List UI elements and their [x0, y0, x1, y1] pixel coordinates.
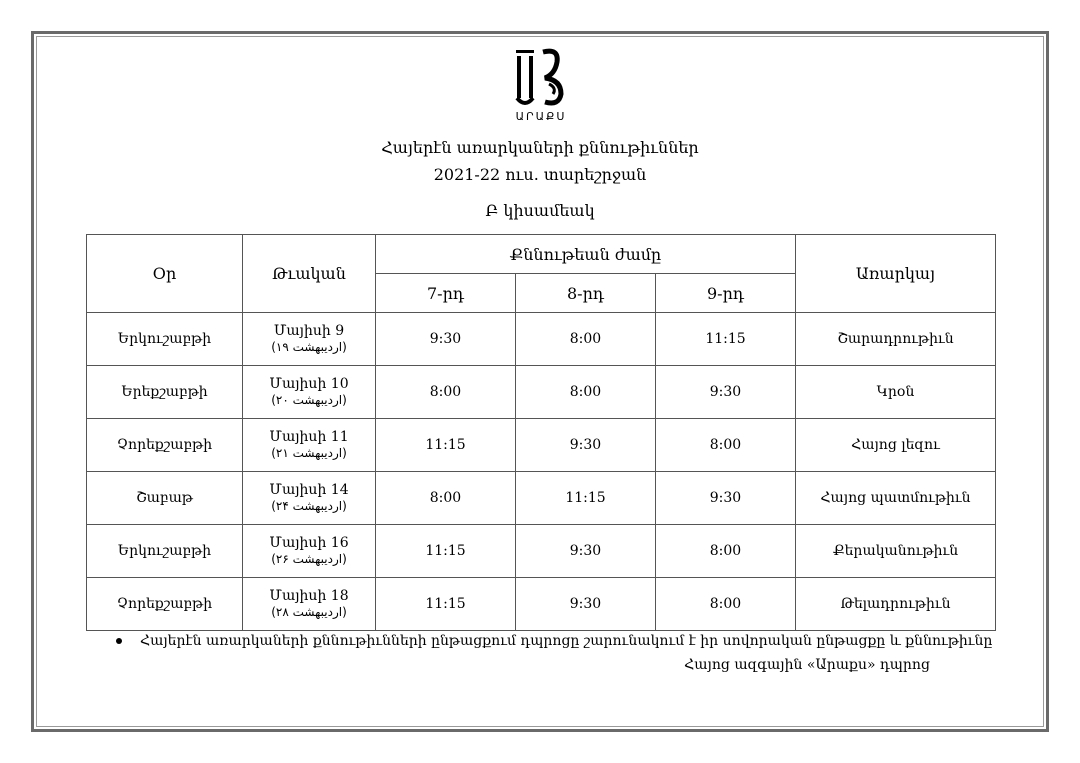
cell-grade-9: 8:00 [656, 525, 796, 578]
cell-date [243, 313, 376, 366]
header-grade-9: 9-րդ [656, 274, 796, 313]
cell-date [243, 472, 376, 525]
cell-grade-7: 9:30 [376, 313, 516, 366]
table-row [87, 578, 996, 631]
cell-grade-9: 9:30 [656, 366, 796, 419]
cell-grade-9: 8:00 [656, 419, 796, 472]
cell-subject: Հայոց պատմութիւն [796, 472, 996, 525]
cell-grade-8: 9:30 [516, 578, 656, 631]
logo-caption: ԱՐԱՔՍ [515, 110, 567, 123]
date-armenian: Մայիսի 16 [269, 535, 349, 551]
cell-day: Երկուշաբթի [87, 525, 243, 578]
bullet-icon [116, 638, 122, 644]
table-row [87, 366, 996, 419]
exam-schedule-table [86, 234, 996, 631]
cell-subject: Կրօն [796, 366, 996, 419]
header-date: Թւական [243, 235, 376, 313]
cell-grade-7: 11:15 [376, 525, 516, 578]
date-persian: (۲۰ اردیبهشت) [271, 393, 347, 407]
cell-date [243, 578, 376, 631]
cell-date [243, 366, 376, 419]
date-armenian: Մայիսի 10 [269, 376, 349, 392]
cell-day: Երեքշաբթի [87, 366, 243, 419]
header-exam-time: Քննութեան ժամը [376, 235, 796, 274]
table-row [87, 419, 996, 472]
date-persian: (۲۴ اردیبهشت) [271, 499, 347, 513]
header-subject: Առարկայ [796, 235, 996, 313]
cell-grade-7: 8:00 [376, 472, 516, 525]
school-signature: Հայոց ազգային «Արաքս» դպրոց [684, 657, 930, 673]
cell-date [243, 525, 376, 578]
cell-subject: Հայոց լեզու [796, 419, 996, 472]
date-persian: (۲۸ اردیبهشت) [271, 605, 347, 619]
academic-year: 2021-22 ուս. տարեշրջան [433, 165, 647, 184]
cell-grade-8: 8:00 [516, 313, 656, 366]
footnote [116, 633, 992, 649]
cell-grade-9: 9:30 [656, 472, 796, 525]
header-day: Օր [87, 235, 243, 313]
footnote-text: Հայերէն առարկաների քննութիւնների ընթացքում դպրոցը շարունակում է իր սովորական ընթացքը և քննութիւնը [140, 633, 993, 649]
cell-date [243, 419, 376, 472]
table-row [87, 472, 996, 525]
cell-day: Չորեքշաբթի [87, 578, 243, 631]
document-title: Հայերէն առարկաների քննութիւններ [381, 138, 699, 157]
cell-grade-8: 9:30 [516, 525, 656, 578]
header-grade-7: 7-րդ [376, 274, 516, 313]
cell-subject: Թելադրութիւն [796, 578, 996, 631]
cell-grade-7: 11:15 [376, 578, 516, 631]
cell-grade-7: 8:00 [376, 366, 516, 419]
date-armenian: Մայիսի 9 [273, 323, 345, 339]
cell-grade-9: 11:15 [656, 313, 796, 366]
cell-grade-7: 11:15 [376, 419, 516, 472]
table-row [87, 525, 996, 578]
cell-grade-9: 8:00 [656, 578, 796, 631]
cell-grade-8: 11:15 [516, 472, 656, 525]
date-persian: (۱۹ اردیبهشت) [271, 340, 347, 354]
cell-day: Չորեքշաբթի [87, 419, 243, 472]
cell-subject: Քերականութիւն [796, 525, 996, 578]
cell-grade-8: 8:00 [516, 366, 656, 419]
date-persian: (۲۶ اردیبهشت) [271, 552, 347, 566]
cell-day: Շաբաթ [87, 472, 243, 525]
date-armenian: Մայիսի 14 [269, 482, 349, 498]
date-armenian: Մայիսի 18 [269, 588, 349, 604]
date-armenian: Մայիսի 11 [269, 429, 349, 445]
semester-label: Բ կիսամեակ [485, 201, 595, 220]
cell-day: Երկուշաբթի [87, 313, 243, 366]
date-persian: (۲۱ اردیبهشت) [271, 446, 347, 460]
cell-grade-8: 9:30 [516, 419, 656, 472]
header-grade-8: 8-րդ [516, 274, 656, 313]
cell-subject: Շարադրութիւն [796, 313, 996, 366]
table-row [87, 313, 996, 366]
